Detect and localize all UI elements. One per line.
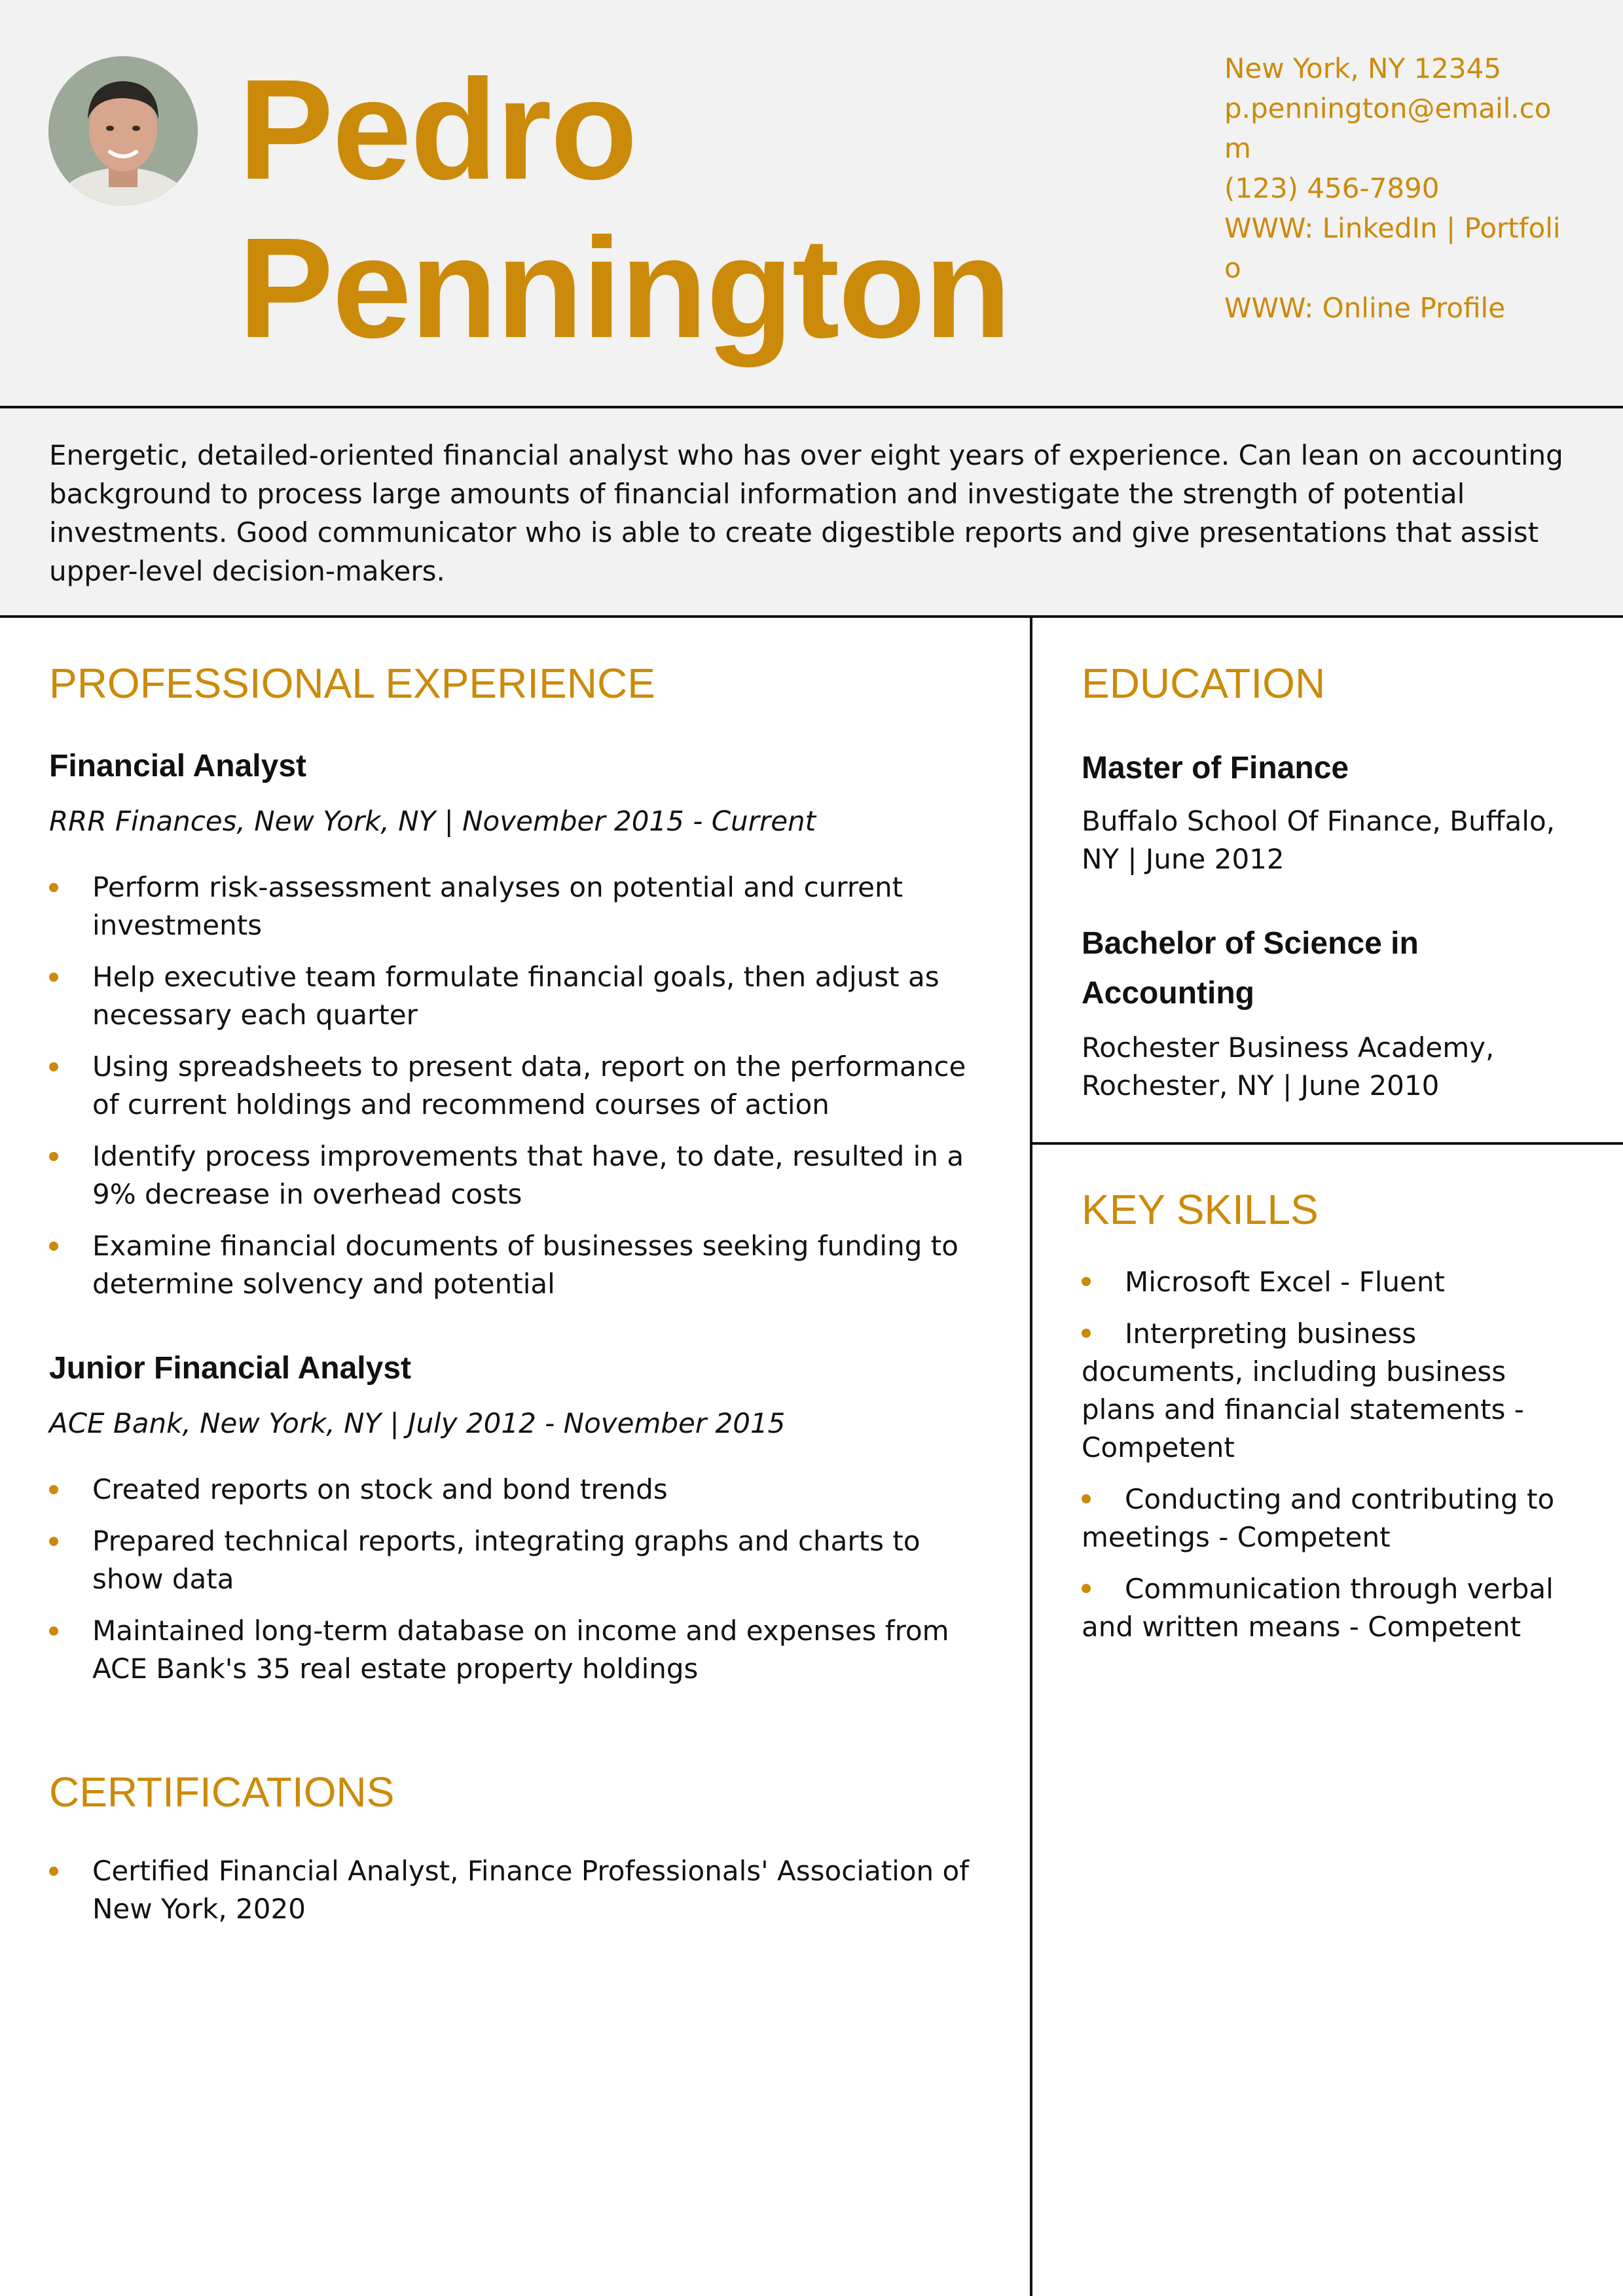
contact-info [1224, 48, 1565, 328]
bullet-dot-icon [1082, 1329, 1091, 1338]
profile-photo [48, 56, 198, 206]
certifications-list [49, 1852, 985, 1942]
job-details-2: , New York, NY | July 2012 - November 2015 [182, 1407, 786, 1439]
right-column-divider [1032, 1142, 1623, 1145]
summary-band [0, 408, 1623, 618]
list-item: Prepared technical reports, integrating graphs and charts to show data [49, 1522, 985, 1598]
list-item: Microsoft Excel - Fluent [1082, 1263, 1579, 1301]
last-name: Pennington [238, 209, 1010, 368]
contact-links[interactable]: WWW: LinkedIn | Portfolio [1224, 212, 1561, 284]
bullet-dot-icon [49, 883, 58, 892]
job-bullets-2 [49, 1471, 985, 1702]
bullet-dot-icon [49, 1485, 58, 1494]
list-item: Examine financial documents of businesses seeking funding to determine solvency and potential [49, 1227, 985, 1303]
list-item: Created reports on stock and bond trends [49, 1471, 985, 1509]
contact-profile[interactable]: WWW: Online Profile [1224, 292, 1506, 324]
list-item: Perform risk-assessment analyses on potential and current investments [49, 869, 985, 944]
list-item: Communication through verbal and written means - Competent [1082, 1573, 1554, 1643]
column-divider [1030, 618, 1032, 2296]
skills-list [1082, 1263, 1579, 1660]
education-degree-2: Bachelor of Science in Accounting [1082, 926, 1419, 1011]
education-heading: EDUCATION [1082, 660, 1326, 707]
skills-heading: KEY SKILLS [1082, 1186, 1319, 1233]
contact-phone: (123) 456-7890 [1224, 172, 1440, 204]
list-item: Using spreadsheets to present data, report on the performance of current holdings and recommend courses of action [49, 1048, 985, 1124]
list-item: Certified Financial Analyst, Finance Professionals' Association of New York, 2020 [49, 1852, 985, 1928]
list-item: Help executive team formulate financial goals, then adjust as necessary each quarter [49, 958, 985, 1034]
bullet-dot-icon [49, 1062, 58, 1071]
bullet-dot-icon [49, 1242, 58, 1251]
job-title-2: Junior Financial Analyst [49, 1351, 412, 1386]
bullet-dot-icon [49, 973, 58, 982]
bullet-dot-icon [1082, 1494, 1091, 1503]
bullet-dot-icon [49, 1152, 58, 1161]
job-company-1: RRR Finances [49, 805, 237, 837]
bullet-dot-icon [49, 1626, 58, 1636]
education-degree-1: Master of Finance [1082, 751, 1349, 785]
header-band [0, 0, 1623, 408]
summary-text: Energetic, detailed-oriented financial analyst who has over eight years of experience. Can lean on accounting background to process large amounts of financial information and investigate the strength of potential investments. Good communicator who is able to create digestible reports and give presentations that assist upper-level decision-makers. [49, 439, 1563, 587]
job-meta-2 [49, 1405, 785, 1443]
bullet-dot-icon [49, 1537, 58, 1546]
experience-heading: PROFESSIONAL EXPERIENCE [49, 660, 655, 707]
list-item: Identify process improvements that have, to date, resulted in a 9% decrease in overhead costs [49, 1138, 985, 1213]
job-details-1: , New York, NY | November 2015 - Current [236, 805, 816, 837]
list-item: Conducting and contributing to meetings - Competent [1082, 1483, 1555, 1553]
contact-location: New York, NY 12345 [1224, 52, 1502, 84]
job-bullets-1 [49, 869, 985, 1317]
bullet-dot-icon [1082, 1584, 1091, 1593]
candidate-name [238, 51, 1010, 368]
bullet-dot-icon [49, 1867, 58, 1876]
list-item: Interpreting business documents, including business plans and financial statements - Competent [1082, 1318, 1524, 1463]
contact-email[interactable]: p.pennington@email.com [1224, 92, 1552, 164]
list-item: Maintained long-term database on income and expenses from ACE Bank's 35 real estate property holdings [49, 1612, 985, 1688]
certifications-heading: CERTIFICATIONS [49, 1768, 395, 1816]
education-school-2: Rochester Business Academy, Rochester, NY | June 2010 [1082, 1031, 1495, 1102]
job-company-2: ACE Bank [49, 1407, 183, 1439]
education-school-1: Buffalo School Of Finance, Buffalo, NY | June 2012 [1082, 805, 1556, 875]
job-title-1: Financial Analyst [49, 749, 306, 783]
job-meta-1 [49, 802, 816, 840]
bullet-dot-icon [1082, 1277, 1091, 1286]
first-name: Pedro [238, 50, 636, 209]
